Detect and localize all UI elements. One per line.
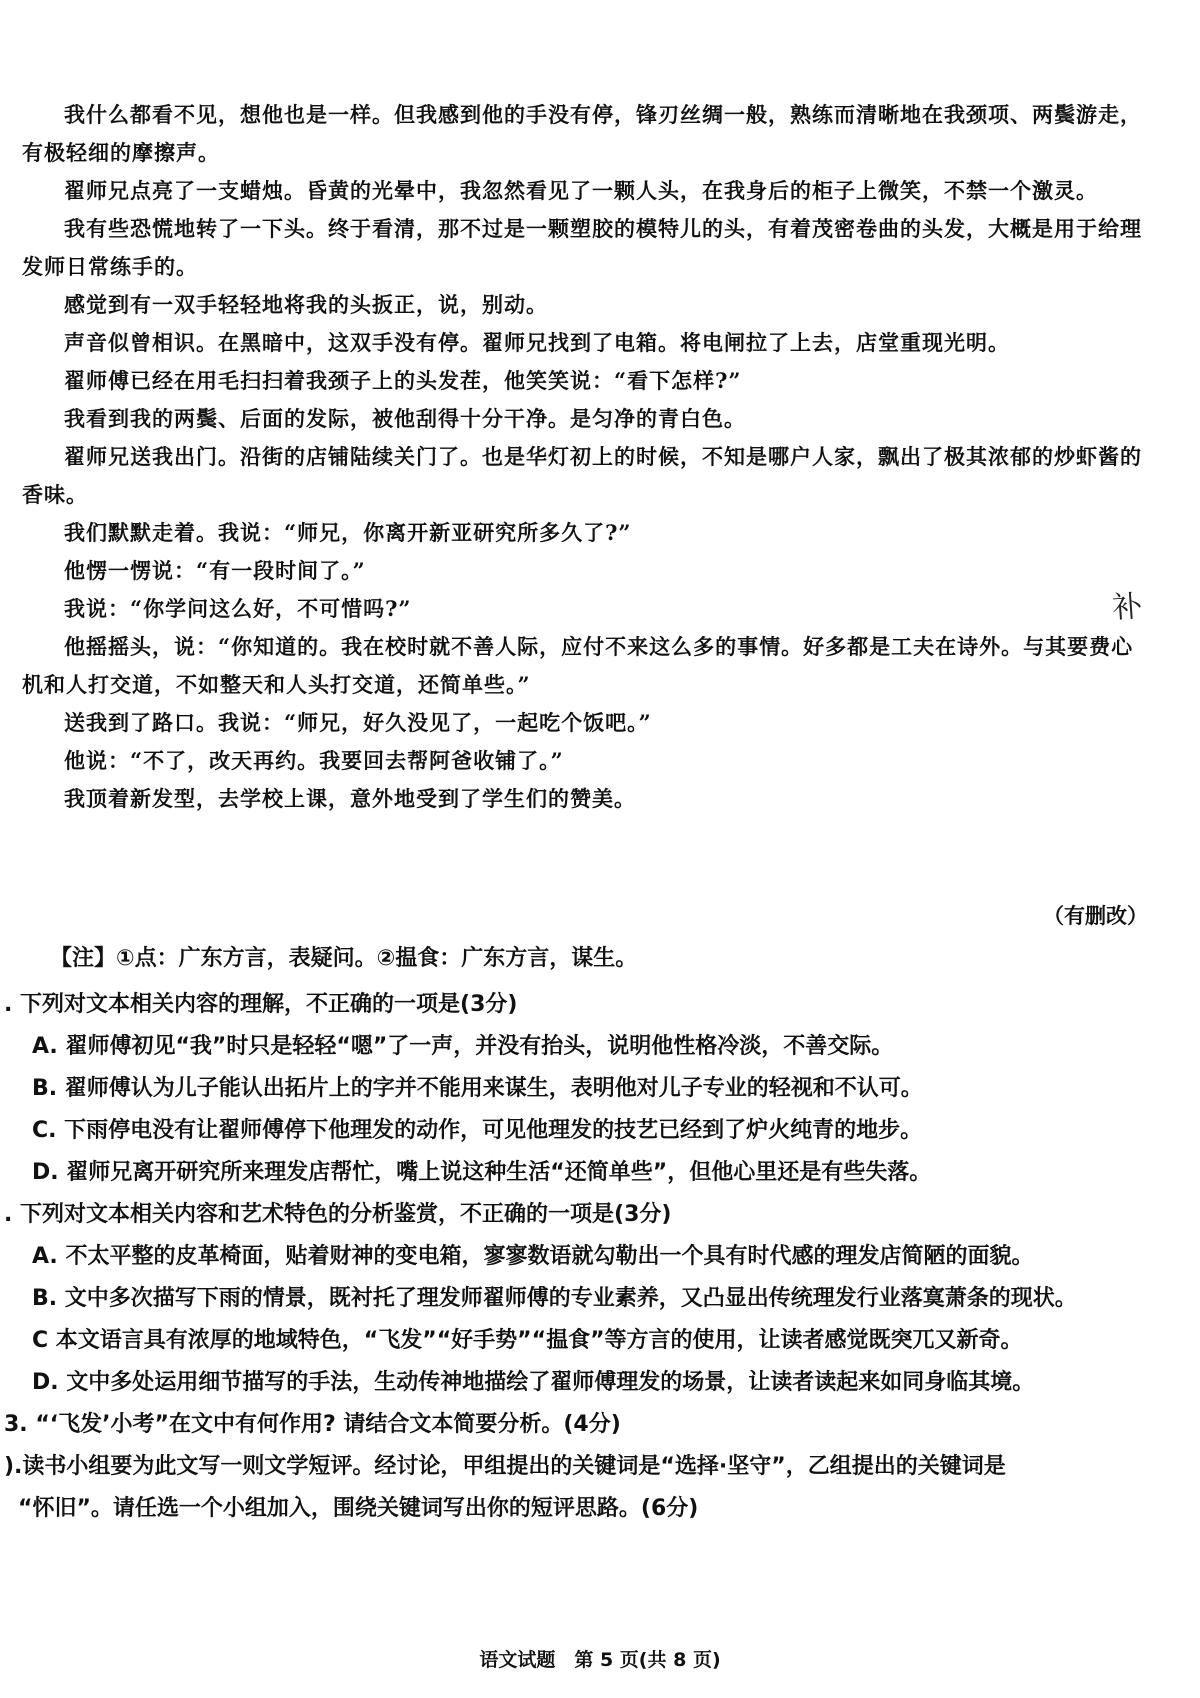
source-note: （有删改） [1043, 903, 1148, 928]
question-option-a: A. 翟师傅初见“我”时只是轻轻“嗯”了一声，并没有抬头，说明他性格冷淡，不善交际。 [32, 1034, 894, 1059]
question-option-b: B. 文中多次描写下雨的情景，既衬托了理发师翟师傅的专业素养，又凸显出传统理发行业落寞萧条的现状。 [32, 1286, 1077, 1311]
question-stem: . 下列对文本相关内容的理解，不正确的一项是(3分) [4, 992, 518, 1017]
question-option-c: C 本文语言具有浓厚的地域特色，“飞发”“好手势”“揾食”等方言的使用，让读者感觉既突兀又新奇。 [32, 1328, 1023, 1353]
handwritten-margin-note: 补 [1111, 588, 1144, 626]
question-list [0, 984, 1170, 1530]
passage-paragraph: 翟师傅已经在用毛扫扫着我颈子上的头发茬，他笑笑说：“看下怎样?” [64, 368, 742, 393]
footnote: 【注】①点：广东方言，表疑问。②揾食：广东方言，谋生。 [50, 946, 638, 971]
passage-paragraph: 翟师兄点亮了一支蜡烛。昏黄的光晕中，我忽然看见了一颗人头，在我身后的柜子上微笑，不禁一个激灵。 [64, 178, 1098, 203]
question-stem: ).读书小组要为此文写一则文学短评。经讨论，甲组提出的关键词是“选择·坚守”，乙组提出的关键词是 [4, 1454, 1006, 1479]
question-stem: 3. “‘飞发’小考”在文中有何作用? 请结合文本简要分析。(4分) [4, 1412, 621, 1437]
question-option-c: C. 下雨停电没有让翟师傅停下他理发的动作，可见他理发的技艺已经到了炉火纯青的地步。 [32, 1118, 923, 1143]
passage-paragraph: 我说：“你学问这么好，不可惜吗?” [64, 596, 412, 621]
passage-paragraph: 声音似曾相识。在黑暗中，这双手没有停。翟师兄找到了电箱。将电闸拉了上去，店堂重现光明。 [64, 330, 1010, 355]
passage-paragraph: 翟师兄送我出门。沿街的店铺陆续关门了。也是华灯初上的时候，不知是哪户人家，飘出了极其浓郁的炒虾酱的香味。 [22, 444, 1142, 507]
page-footer: 语文试题 第 5 页(共 8 页) [479, 1649, 721, 1671]
passage-paragraph: 我顶着新发型，去学校上课，意外地受到了学生们的赞美。 [64, 786, 636, 811]
question-stem-continuation: “怀旧”。请任选一个小组加入，围绕关键词写出你的短评思路。(6分) [18, 1496, 699, 1521]
passage-paragraph: 送我到了路口。我说：“师兄，好久没见了，一起吃个饭吧。” [64, 710, 652, 735]
passage-paragraph: 我们默默走着。我说：“师兄，你离开新亚研究所多久了?” [64, 520, 632, 545]
question-option-a: A. 不太平整的皮革椅面，贴着财神的变电箱，寥寥数语就勾勒出一个具有时代感的理发店简陋的面貌。 [32, 1244, 1034, 1269]
passage-paragraph: 我什么都看不见，想他也是一样。但我感到他的手没有停，锋刃丝绸一般，熟练而清晰地在我颈项、两鬓游走，有极轻细的摩擦声。 [22, 102, 1142, 165]
passage-paragraph: 他摇摇头，说：“你知道的。我在校时就不善人际，应付不来这么多的事情。好多都是工夫在诗外。与其要费心机和人打交道，不如整天和人头打交道，还简单些。” [22, 634, 1134, 697]
passage-paragraph: 我看到我的两鬓、后面的发际，被他刮得十分干净。是匀净的青白色。 [64, 406, 746, 431]
passage-paragraph: 他愣一愣说：“有一段时间了。” [64, 558, 366, 583]
question-option-d: D. 翟师兄离开研究所来理发店帮忙，嘴上说这种生活“还简单些”，但他心里还是有些失落。 [32, 1160, 932, 1185]
question-option-b: B. 翟师傅认为儿子能认出拓片上的字并不能用来谋生，表明他对儿子专业的轻视和不认可。 [32, 1076, 923, 1101]
reading-passage [22, 96, 1147, 818]
question-stem: . 下列对文本相关内容和艺术特色的分析鉴赏，不正确的一项是(3分) [4, 1202, 672, 1227]
question-option-d: D. 文中多处运用细节描写的手法，生动传神地描绘了翟师傅理发的场景，让读者读起来如同身临其境。 [32, 1370, 1035, 1395]
passage-paragraph: 感觉到有一双手轻轻地将我的头扳正，说，别动。 [64, 292, 548, 317]
passage-paragraph: 他说：“不了，改天再约。我要回去帮阿爸收铺了。” [64, 748, 564, 773]
passage-paragraph: 我有些恐慌地转了一下头。终于看清，那不过是一颗塑胶的模特儿的头，有着茂密卷曲的头发，大概是用于给理发师日常练手的。 [22, 216, 1142, 279]
